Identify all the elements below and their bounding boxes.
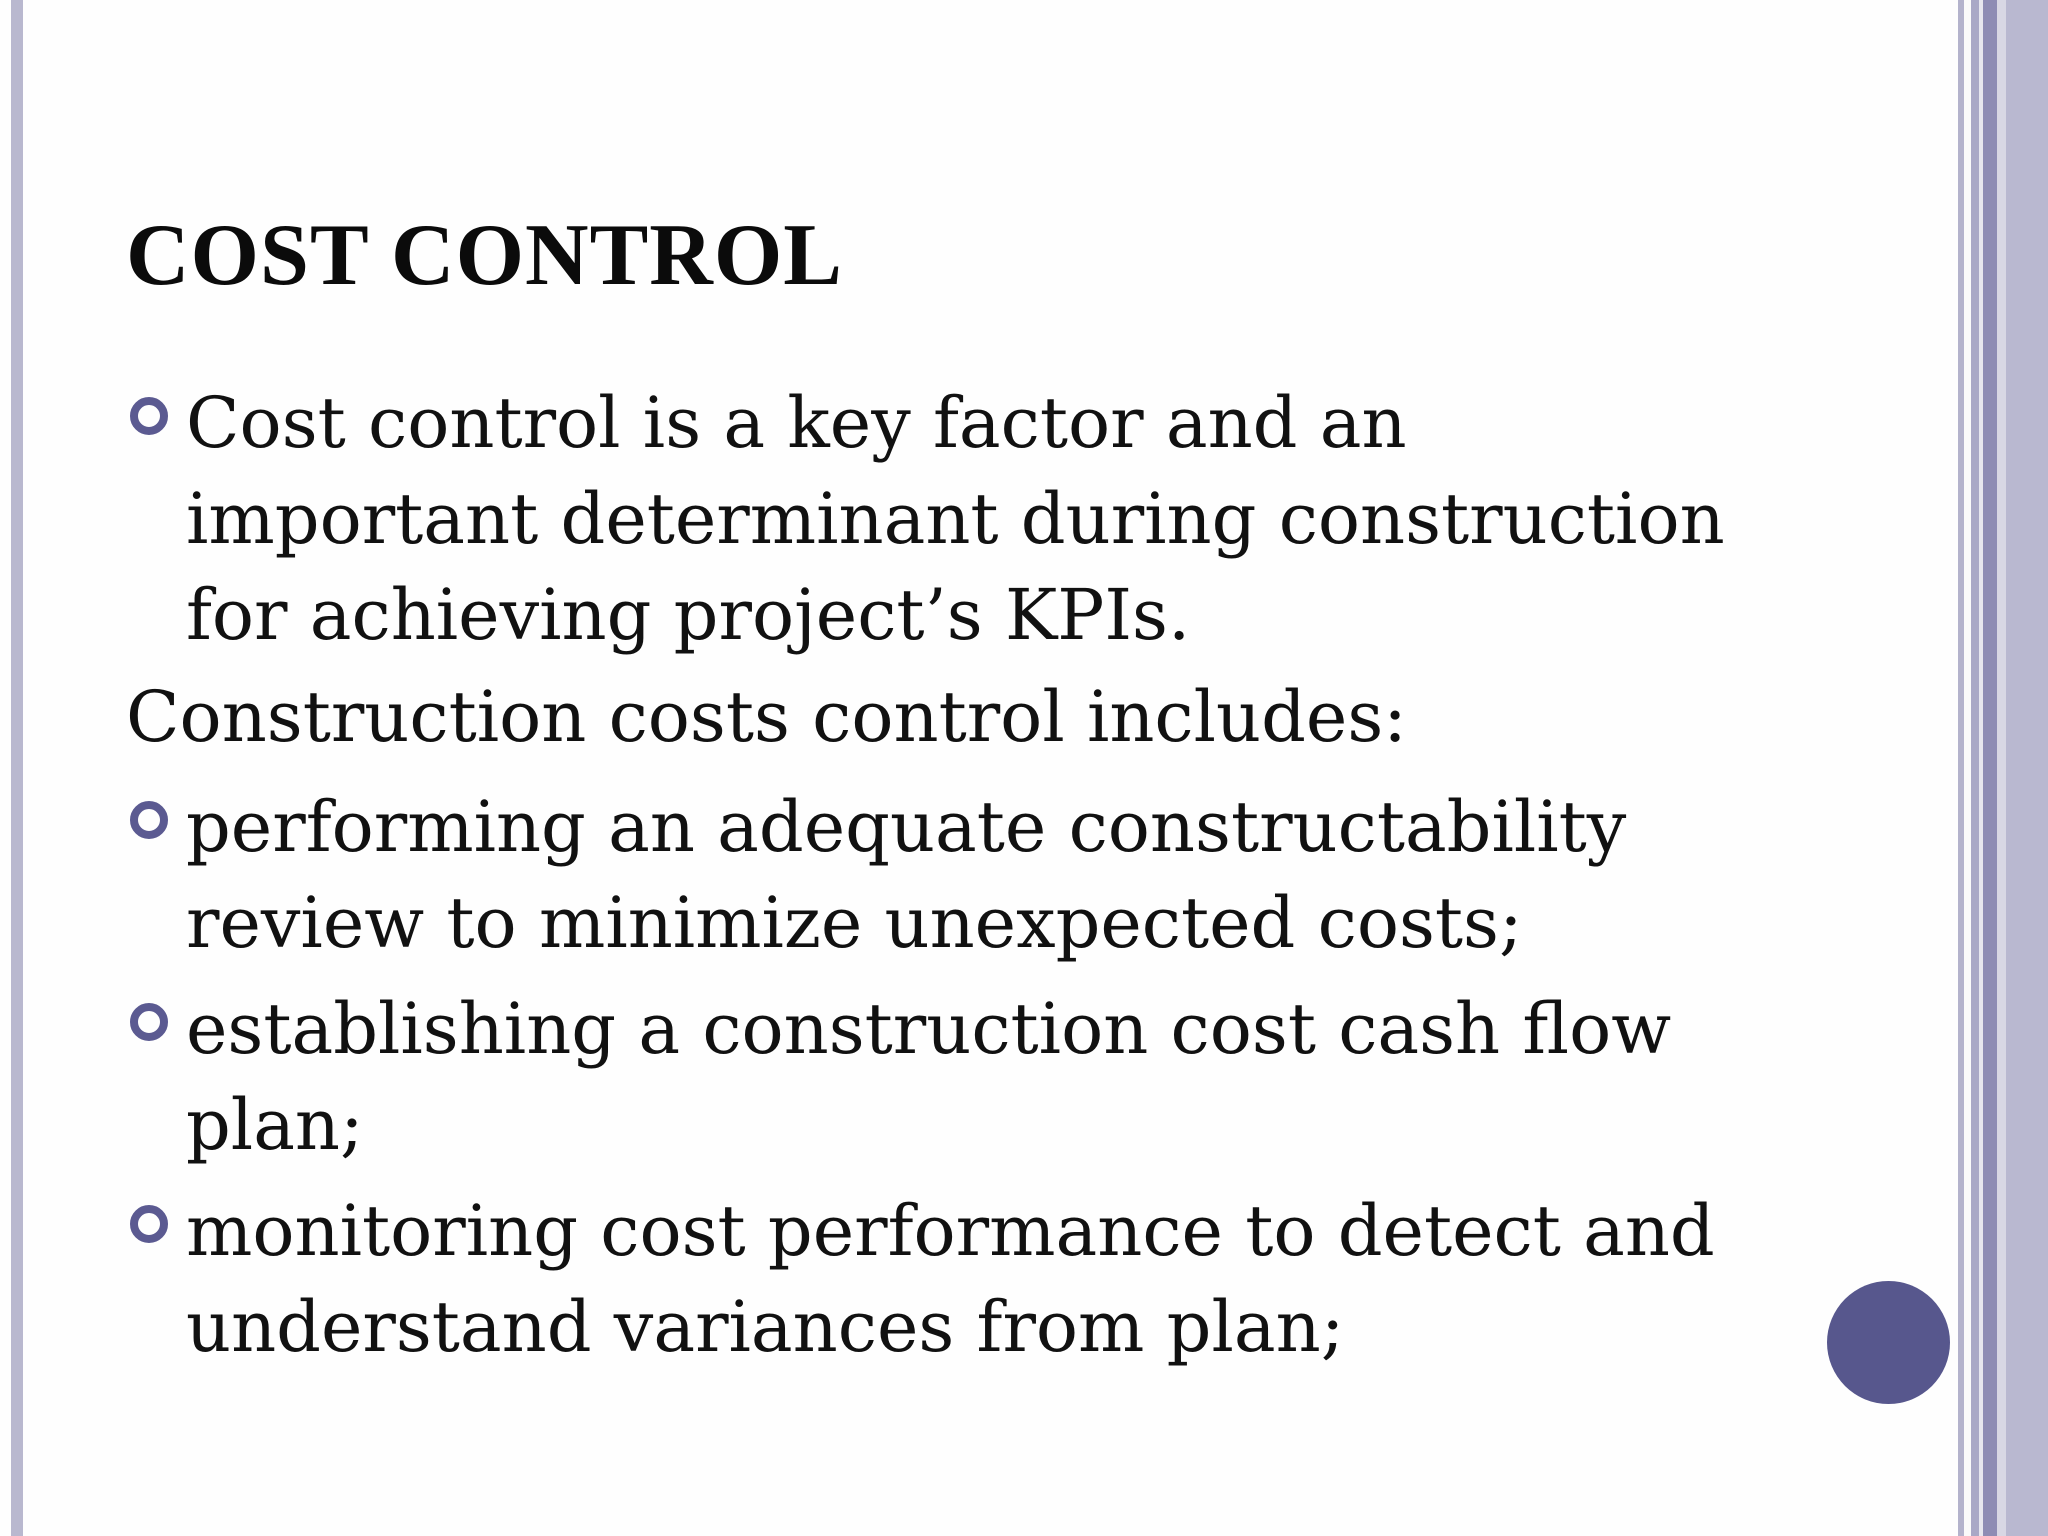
stripe [1971,0,1979,1536]
bullet-item [126,375,1766,663]
left-border-line [11,0,23,1536]
bullet-circle-icon [130,397,168,435]
bullet-text: Cost control is a key factor and an important determinant during construction for achieving project’s KPIs. [186,382,1725,656]
bullet-circle-icon [130,801,168,839]
bullet-circle-icon [130,1003,168,1041]
slide-body [126,375,1766,1375]
bullet-text: performing an adequate constructability review to minimize unexpected costs; [186,786,1627,964]
stripe [1964,0,1971,1536]
slide-title: COST CONTROL [126,207,843,304]
bullet-text: monitoring cost performance to detect and understand variances from plan; [186,1190,1715,1368]
stripe [1997,0,2006,1536]
bullet-item [126,1183,1766,1375]
bullet-item [126,981,1766,1173]
stripe [2006,0,2048,1536]
right-decorative-stripes [1958,0,2048,1536]
body-text: Construction costs control includes: [126,676,1407,758]
bullet-text: establishing a construction cost cash flow plan; [186,988,1672,1166]
decorative-circle-icon [1827,1281,1950,1404]
bullet-circle-icon [130,1205,168,1243]
stripe [1983,0,1997,1536]
bullet-item [126,779,1766,971]
